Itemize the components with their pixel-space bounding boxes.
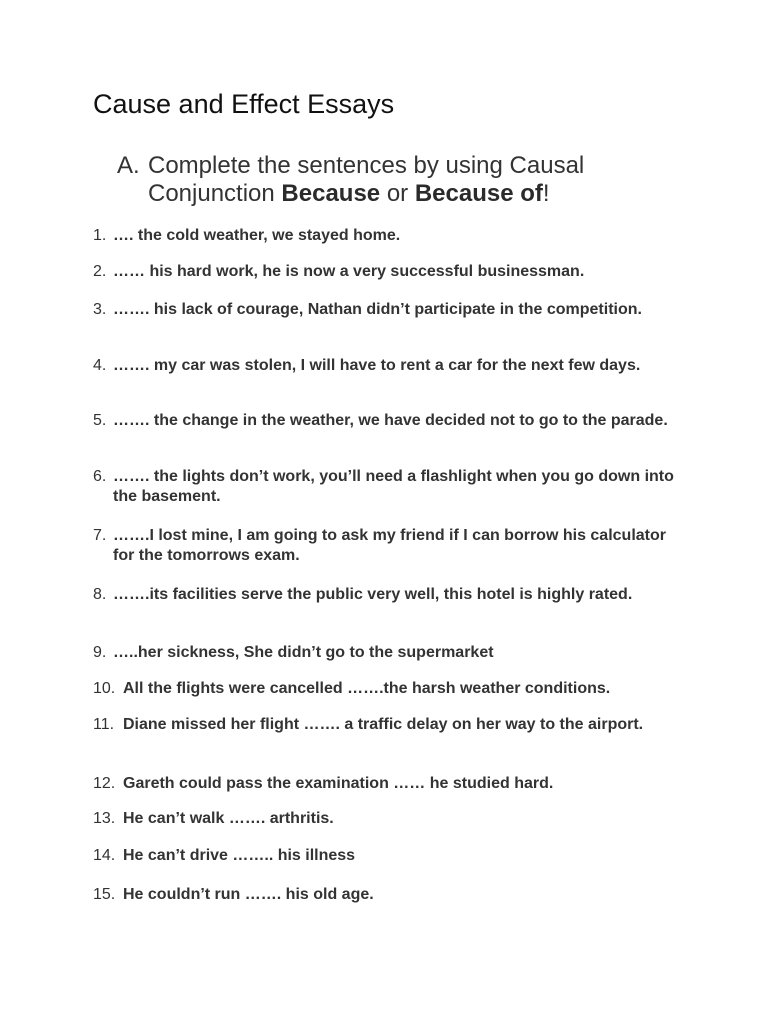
item-number: 9. — [93, 644, 107, 661]
item-number: 10. — [93, 680, 116, 697]
list-item — [93, 300, 683, 320]
item-sentence: …. the cold weather, we stayed home. — [113, 227, 401, 244]
item-sentence: …….its facilities serve the public very well, this hotel is highly rated. — [113, 586, 633, 603]
item-number: 1. — [93, 227, 107, 244]
list-item — [93, 774, 683, 794]
list-item — [93, 679, 683, 699]
item-sentence: ……. the lights don’t work, you’ll need a flashlight when you go down into the basement. — [113, 468, 674, 505]
item-number: 11. — [93, 716, 115, 733]
list-item — [93, 356, 683, 376]
item-sentence: …….I lost mine, I am going to ask my friend if I can borrow his calculator for the tomorrows exam. — [113, 527, 666, 564]
item-number: 12. — [93, 775, 116, 792]
item-number: 13. — [93, 810, 116, 827]
instruction-connector: or — [380, 180, 415, 207]
list-item — [93, 643, 683, 663]
instruction-end: ! — [542, 180, 550, 207]
item-sentence: …..her sickness, She didn’t go to the supermarket — [113, 644, 494, 661]
item-sentence: He can’t drive …….. his illness — [123, 847, 356, 864]
item-number: 8. — [93, 586, 107, 603]
instruction-part1: Complete the sentences by using Causal Conjunction — [148, 152, 585, 207]
item-sentence: All the flights were cancelled …….the harsh weather conditions. — [123, 680, 611, 697]
item-number: 15. — [93, 886, 116, 903]
list-item — [93, 411, 683, 431]
keyword-because-of: Because of — [414, 180, 543, 207]
section-letter: A. — [117, 152, 140, 179]
list-item — [93, 226, 683, 246]
list-item — [93, 262, 683, 282]
list-item — [93, 715, 683, 735]
item-number: 7. — [93, 527, 107, 544]
item-number: 4. — [93, 357, 107, 374]
item-sentence: Gareth could pass the examination …… he studied hard. — [123, 775, 554, 792]
item-number: 6. — [93, 468, 107, 485]
item-number: 14. — [93, 847, 116, 864]
item-sentence: ……. the change in the weather, we have decided not to go to the parade. — [113, 412, 668, 429]
item-sentence: Diane missed her flight ……. a traffic delay on her way to the airport. — [123, 716, 644, 733]
item-sentence: ……. his lack of courage, Nathan didn’t participate in the competition. — [113, 301, 642, 318]
item-number: 3. — [93, 301, 107, 318]
list-item — [93, 585, 683, 605]
item-number: 2. — [93, 263, 107, 280]
item-sentence: He can’t walk ……. arthritis. — [123, 810, 334, 827]
list-item — [93, 846, 683, 866]
keyword-because: Because — [281, 180, 381, 207]
list-item — [93, 885, 683, 905]
item-sentence: ……. my car was stolen, I will have to rent a car for the next few days. — [113, 357, 641, 374]
page-title: Cause and Effect Essays — [93, 89, 395, 119]
item-number: 5. — [93, 412, 107, 429]
item-sentence: He couldn’t run ……. his old age. — [123, 886, 374, 903]
item-sentence: …… his hard work, he is now a very successful businessman. — [113, 263, 585, 280]
list-item — [93, 526, 683, 566]
list-item — [93, 467, 683, 507]
list-item — [93, 809, 683, 829]
